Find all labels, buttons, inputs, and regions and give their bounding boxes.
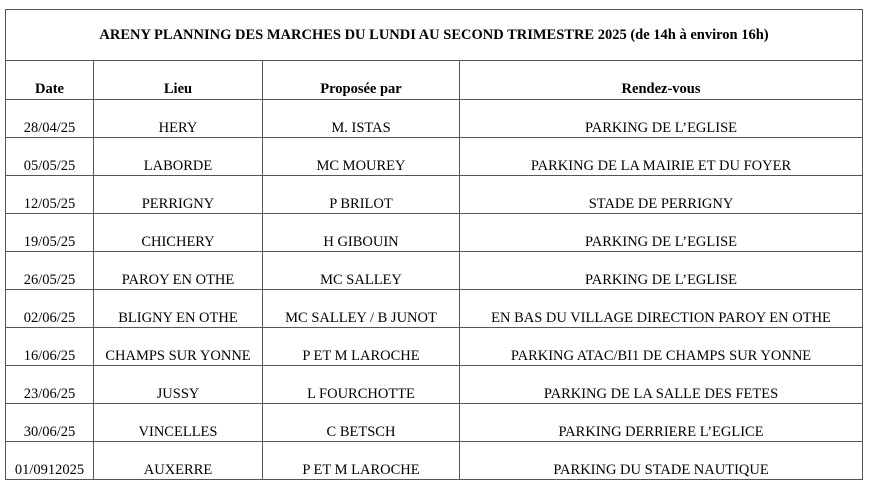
cell-date: 12/05/25 — [6, 176, 94, 214]
cell-rendez-vous: PARKING DE L’EGLISE — [460, 100, 863, 138]
cell-lieu: AUXERRE — [94, 442, 263, 480]
cell-lieu: CHAMPS SUR YONNE — [94, 328, 263, 366]
cell-proposee-par: P ET M LAROCHE — [263, 328, 460, 366]
cell-proposee-par: H GIBOUIN — [263, 214, 460, 252]
table-row — [6, 366, 863, 404]
cell-rendez-vous: PARKING DERRIERE L’EGLICE — [460, 404, 863, 442]
planning-table — [5, 9, 863, 480]
table-row — [6, 328, 863, 366]
table-row — [6, 252, 863, 290]
header-row — [6, 61, 863, 100]
cell-date: 23/06/25 — [6, 366, 94, 404]
cell-lieu: LABORDE — [94, 138, 263, 176]
cell-rendez-vous: PARKING DE LA SALLE DES FETES — [460, 366, 863, 404]
cell-proposee-par: C BETSCH — [263, 404, 460, 442]
cell-date: 02/06/25 — [6, 290, 94, 328]
cell-lieu: PAROY EN OTHE — [94, 252, 263, 290]
cell-proposee-par: M. ISTAS — [263, 100, 460, 138]
cell-rendez-vous: PARKING ATAC/BI1 DE CHAMPS SUR YONNE — [460, 328, 863, 366]
table-row — [6, 214, 863, 252]
header-lieu: Lieu — [94, 61, 263, 100]
cell-lieu: VINCELLES — [94, 404, 263, 442]
cell-rendez-vous: PARKING DU STADE NAUTIQUE — [460, 442, 863, 480]
planning-title: ARENY PLANNING DES MARCHES DU LUNDI AU SECOND TRIMESTRE 2025 (de 14h à environ 16h) — [6, 10, 863, 61]
cell-proposee-par: P BRILOT — [263, 176, 460, 214]
header-date: Date — [6, 61, 94, 100]
cell-date: 01/0912025 — [6, 442, 94, 480]
cell-lieu: CHICHERY — [94, 214, 263, 252]
cell-lieu: PERRIGNY — [94, 176, 263, 214]
cell-proposee-par: MC MOUREY — [263, 138, 460, 176]
cell-date: 05/05/25 — [6, 138, 94, 176]
table-row — [6, 100, 863, 138]
cell-date: 16/06/25 — [6, 328, 94, 366]
table-row — [6, 176, 863, 214]
cell-proposee-par: MC SALLEY — [263, 252, 460, 290]
planning-body — [6, 10, 863, 480]
cell-rendez-vous: STADE DE PERRIGNY — [460, 176, 863, 214]
cell-rendez-vous: EN BAS DU VILLAGE DIRECTION PAROY EN OTHE — [460, 290, 863, 328]
cell-lieu: BLIGNY EN OTHE — [94, 290, 263, 328]
cell-date: 19/05/25 — [6, 214, 94, 252]
cell-rendez-vous: PARKING DE L’EGLISE — [460, 214, 863, 252]
cell-lieu: HERY — [94, 100, 263, 138]
table-row — [6, 290, 863, 328]
cell-rendez-vous: PARKING DE L’EGLISE — [460, 252, 863, 290]
title-row — [6, 10, 863, 61]
table-row — [6, 404, 863, 442]
cell-proposee-par: P ET M LAROCHE — [263, 442, 460, 480]
table-row — [6, 138, 863, 176]
cell-date: 28/04/25 — [6, 100, 94, 138]
cell-proposee-par: L FOURCHOTTE — [263, 366, 460, 404]
cell-lieu: JUSSY — [94, 366, 263, 404]
cell-rendez-vous: PARKING DE LA MAIRIE ET DU FOYER — [460, 138, 863, 176]
cell-date: 26/05/25 — [6, 252, 94, 290]
cell-proposee-par: MC SALLEY / B JUNOT — [263, 290, 460, 328]
table-row — [6, 442, 863, 480]
header-rendez-vous: Rendez-vous — [460, 61, 863, 100]
cell-date: 30/06/25 — [6, 404, 94, 442]
header-proposee-par: Proposée par — [263, 61, 460, 100]
